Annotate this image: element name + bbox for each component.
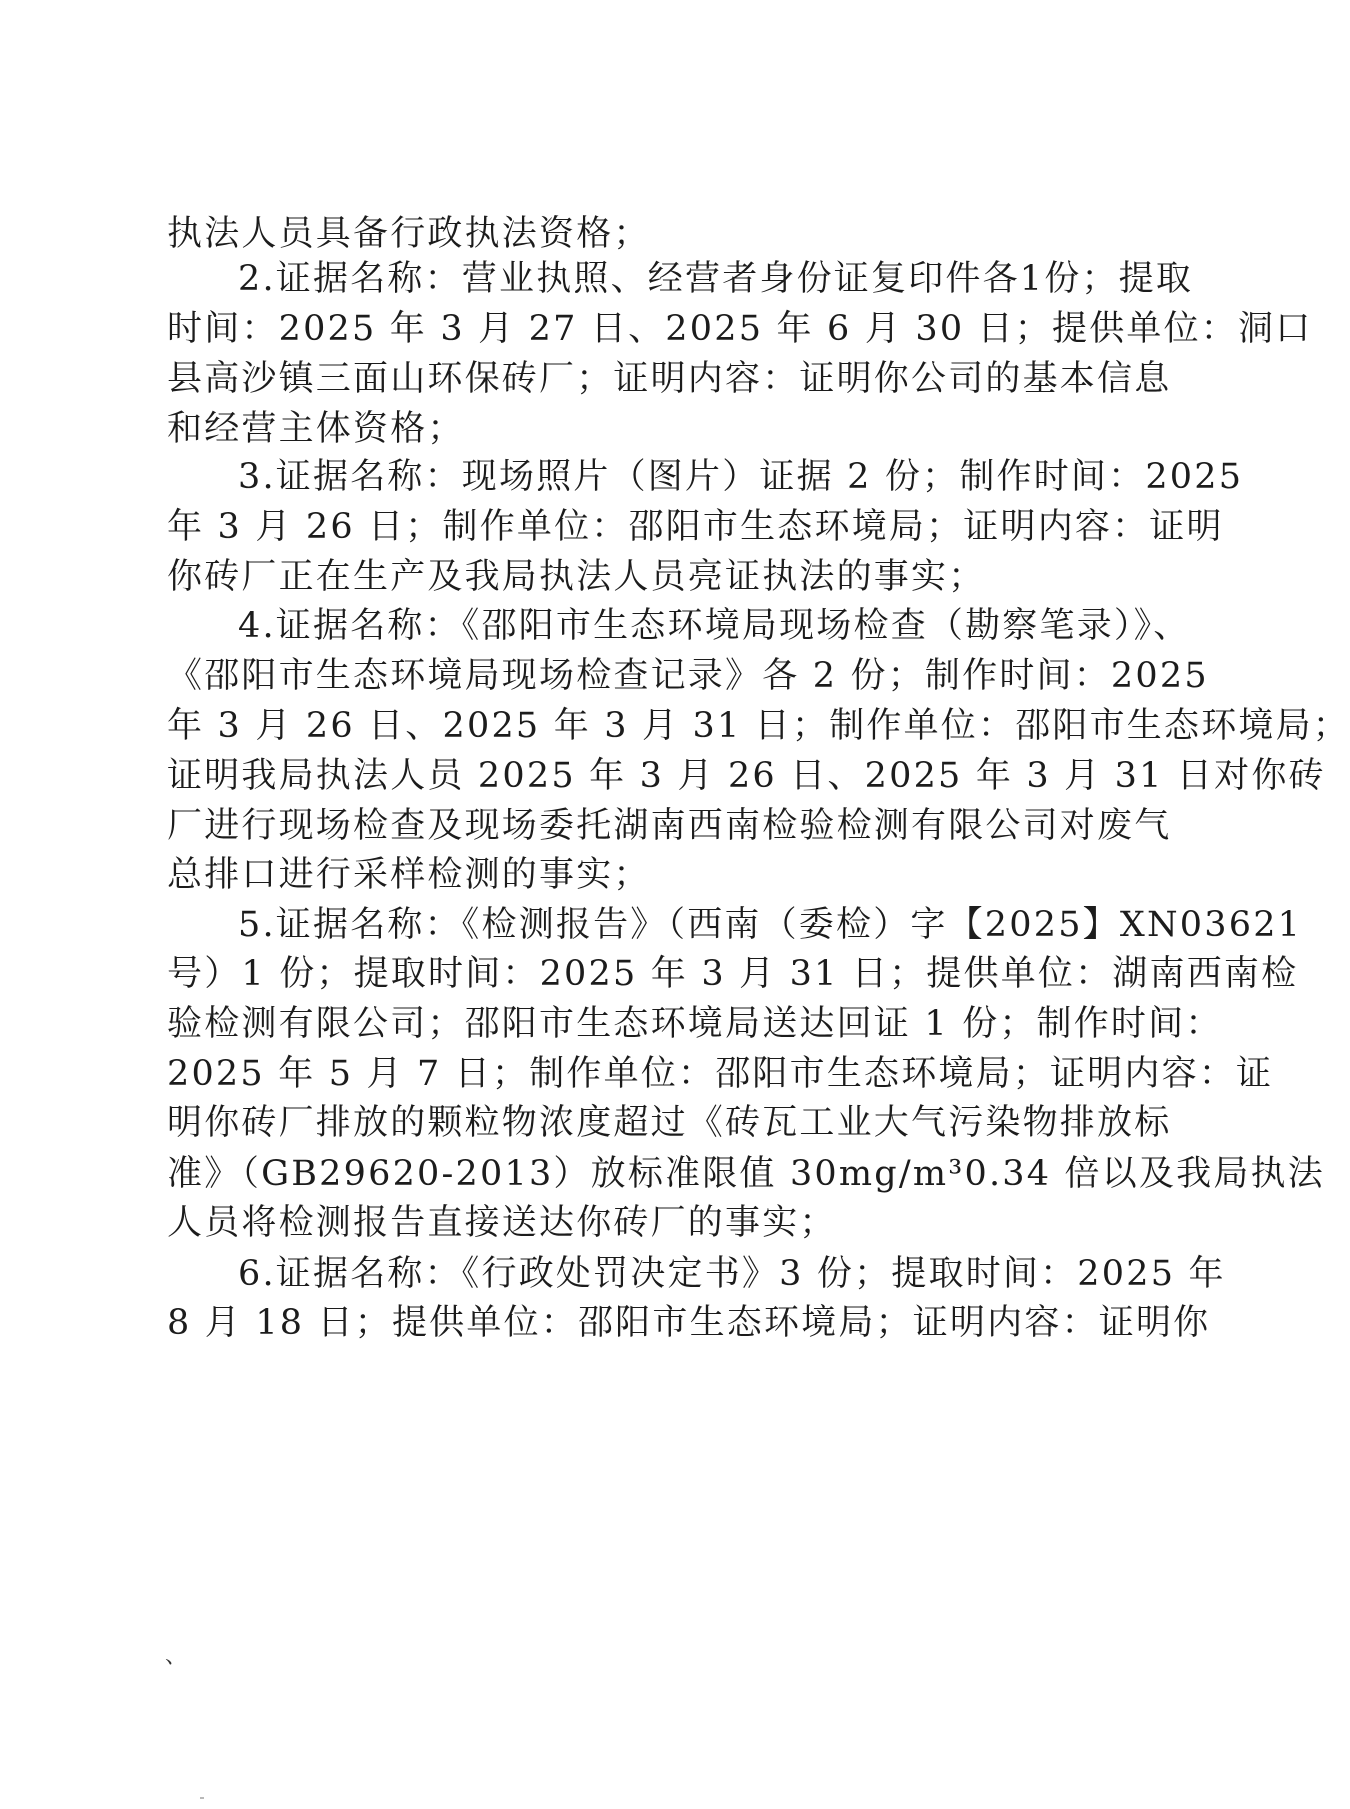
text-line: 《邵阳市生态环境局现场检查记录》各 2 份；制作时间：2025: [167, 656, 1209, 696]
text-line: 人员将检测报告直接送达你砖厂的事实；: [167, 1203, 837, 1243]
text-line: 厂进行现场检查及现场委托湖南西南检验检测有限公司对废气: [167, 806, 1172, 846]
text-line: 县高沙镇三面山环保砖厂；证明内容：证明你公司的基本信息: [167, 359, 1172, 399]
stray-mark: 、: [165, 1644, 188, 1669]
evidence-item-5: 5.证据名称：《检测报告》（西南（委检）字【2025】XN03621: [238, 905, 1303, 945]
text-line: 年 3 月 26 日、2025 年 3 月 31 日；制作单位：邵阳市生态环境局；: [167, 706, 1350, 746]
text-line: 验检测有限公司；邵阳市生态环境局送达回证 1 份；制作时间：: [167, 1004, 1223, 1044]
text-line: 8 月 18 日；提供单位：邵阳市生态环境局；证明内容：证明你: [167, 1303, 1211, 1343]
text-line: 2025 年 5 月 7 日；制作单位：邵阳市生态环境局；证明内容：证: [167, 1054, 1274, 1094]
text-line: 执法人员具备行政执法资格；: [167, 214, 651, 254]
text-line: 和经营主体资格；: [167, 409, 465, 449]
text-line: 总排口进行采样检测的事实；: [167, 855, 651, 895]
text-line: 时间：2025 年 3 月 27 日、2025 年 6 月 30 日；提供单位：洞口: [167, 309, 1313, 349]
text-line: 明你砖厂排放的颗粒物浓度超过《砖瓦工业大气污染物排放标: [167, 1103, 1172, 1143]
text-line: 号）1 份；提取时间：2025 年 3 月 31 日；提供单位：湖南西南检: [167, 954, 1299, 994]
text-line: 你砖厂正在生产及我局执法人员亮证执法的事实；: [167, 557, 986, 597]
text-line: 证明我局执法人员 2025 年 3 月 26 日、2025 年 3 月 31 日对你砖: [167, 756, 1326, 796]
evidence-item-2: 2.证据名称：营业执照、经营者身份证复印件各1份；提取: [238, 259, 1194, 299]
text-line: 年 3 月 26 日；制作单位：邵阳市生态环境局；证明内容：证明: [167, 507, 1224, 547]
evidence-item-6: 6.证据名称：《行政处罚决定书》3 份；提取时间：2025 年: [238, 1254, 1226, 1294]
evidence-item-3: 3.证据名称：现场照片（图片）证据 2 份；制作时间：2025: [238, 457, 1244, 497]
scan-speck: [200, 1797, 204, 1799]
evidence-item-4: 4.证据名称：《邵阳市生态环境局现场检查（勘察笔录）》、: [238, 606, 1191, 646]
text-line: 准》（GB29620-2013）放标准限值 30mg/m³0.34 倍以及我局执法: [167, 1154, 1325, 1194]
